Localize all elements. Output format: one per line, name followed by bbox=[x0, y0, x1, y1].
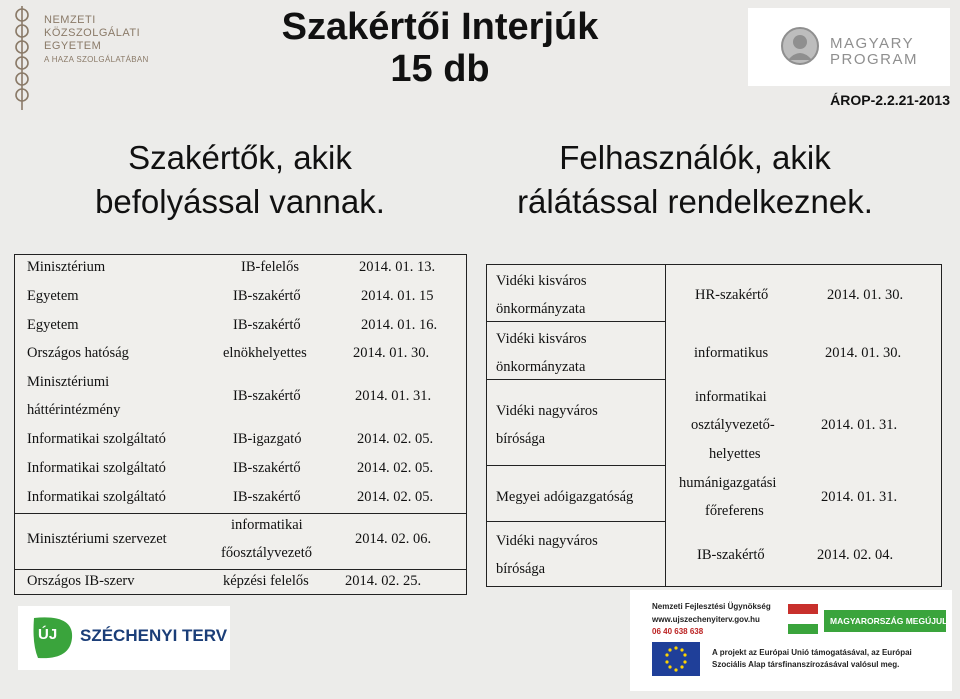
table-cell-org: Országos IB-szerv bbox=[27, 573, 135, 589]
table-cell-date: 2014. 01. 13. bbox=[359, 259, 436, 275]
table-cell-org: Informatikai szolgáltató bbox=[27, 489, 166, 505]
table-cell-org: önkormányzata bbox=[496, 359, 586, 375]
right-heading bbox=[480, 136, 910, 224]
table-cell-date: 2014. 02. 05. bbox=[357, 489, 434, 505]
table-cell-role: informatikus bbox=[694, 345, 769, 361]
hungarian-flag-icon bbox=[788, 604, 818, 634]
table-cell-org: háttérintézmény bbox=[27, 402, 121, 418]
table-cell-role: humánigazgatási bbox=[679, 475, 777, 491]
table-cell-date: 2014. 01. 16. bbox=[361, 317, 438, 333]
table-cell-date: 2014. 02. 04. bbox=[817, 547, 894, 563]
table-cell-org: Vidéki kisváros bbox=[496, 273, 587, 289]
left-heading bbox=[40, 136, 440, 224]
university-name-line: NEMZETI bbox=[44, 14, 96, 26]
table-cell-org: Informatikai szolgáltató bbox=[27, 460, 166, 476]
table-cell-role: informatikai bbox=[695, 389, 767, 405]
table-cell-role: IB-szakértő bbox=[697, 547, 765, 563]
table-divider bbox=[15, 513, 466, 514]
table-cell-role: elnökhelyettes bbox=[223, 345, 307, 361]
table-cell-role: IB-igazgató bbox=[233, 431, 302, 447]
table-cell-role: helyettes bbox=[709, 446, 761, 462]
heading-line: Felhasználók, akik bbox=[559, 139, 831, 176]
table-cell-org: Megyei adóigazgatóság bbox=[496, 489, 634, 505]
table-cell-org: Vidéki nagyváros bbox=[496, 533, 598, 549]
university-name-line: KÖZSZOLGÁLATI bbox=[44, 27, 141, 39]
table-cell-date: 2014. 01. 30. bbox=[827, 287, 904, 303]
table-cell-role: főosztályvezető bbox=[221, 545, 312, 561]
table-cell-org: Egyetem bbox=[27, 288, 79, 304]
table-cell-date: 2014. 02. 06. bbox=[355, 531, 432, 547]
nfu-phone: 06 40 638 638 bbox=[652, 627, 704, 636]
table-divider bbox=[15, 569, 466, 570]
experts-table bbox=[14, 254, 467, 595]
table-cell-role: IB-szakértő bbox=[233, 489, 301, 505]
table-divider bbox=[487, 321, 665, 322]
table-cell-role: IB-szakértő bbox=[233, 388, 301, 404]
table-cell-org: Országos hatóság bbox=[27, 345, 129, 361]
table-cell-org: Minisztérium bbox=[27, 259, 106, 275]
table-cell-role: HR-szakértő bbox=[695, 287, 769, 303]
table-cell-org: önkormányzata bbox=[496, 301, 586, 317]
table-cell-org: Minisztériumi szervezet bbox=[27, 531, 167, 547]
table-cell-role: IB-szakértő bbox=[233, 288, 301, 304]
table-cell-date: 2014. 01. 31. bbox=[821, 417, 898, 433]
project-code: ÁROP-2.2.21-2013 bbox=[830, 92, 950, 108]
university-name-line: EGYETEM bbox=[44, 40, 102, 52]
table-cell-date: 2014. 01. 15 bbox=[361, 288, 434, 304]
table-cell-role: IB-szakértő bbox=[233, 460, 301, 476]
table-cell-date: 2014. 01. 30. bbox=[353, 345, 430, 361]
university-seal-icon bbox=[8, 6, 36, 110]
eu-flag-icon bbox=[652, 642, 700, 676]
portrait-medallion-icon bbox=[780, 26, 820, 66]
title-line: 15 db bbox=[390, 48, 490, 90]
table-cell-org: Vidéki nagyváros bbox=[496, 403, 598, 419]
nfu-name: Nemzeti Fejlesztési Ügynökség bbox=[652, 602, 771, 611]
szechenyi-badge-text: ÚJ bbox=[38, 626, 58, 643]
table-cell-date: 2014. 02. 05. bbox=[357, 431, 434, 447]
szechenyi-terv-text: SZÉCHENYI TERV bbox=[80, 626, 228, 645]
table-cell-org: Informatikai szolgáltató bbox=[27, 431, 166, 447]
heading-line: befolyással vannak. bbox=[95, 183, 385, 220]
table-divider bbox=[487, 379, 665, 380]
users-table bbox=[486, 264, 942, 587]
table-cell-org: Vidéki kisváros bbox=[496, 331, 587, 347]
megujul-text: MAGYARORSZÁG MEGÚJUL bbox=[830, 616, 948, 626]
program-name-line: MAGYARY bbox=[830, 35, 915, 52]
table-divider bbox=[487, 465, 665, 466]
table-cell-role: IB-felelős bbox=[241, 259, 299, 275]
eu-text-line: Szociális Alap társfinanszírozásával valósul meg. bbox=[712, 660, 900, 669]
heading-line: Szakértők, akik bbox=[128, 139, 352, 176]
table-cell-org: Minisztériumi bbox=[27, 374, 110, 390]
table-cell-org: bírósága bbox=[496, 561, 546, 577]
table-cell-role: képzési felelős bbox=[223, 573, 309, 589]
table-cell-role: IB-szakértő bbox=[233, 317, 301, 333]
university-motto: A HAZA SZOLGÁLATÁBAN bbox=[44, 55, 149, 64]
university-logo bbox=[44, 14, 154, 66]
table-cell-date: 2014. 01. 31. bbox=[355, 388, 432, 404]
table-cell-date: 2014. 01. 31. bbox=[821, 489, 898, 505]
megujul-banner bbox=[824, 610, 946, 632]
title-line: Szakértői Interjúk bbox=[281, 6, 599, 48]
table-cell-org: bírósága bbox=[496, 431, 546, 447]
table-cell-date: 2014. 01. 30. bbox=[825, 345, 902, 361]
table-cell-role: osztályvezető- bbox=[691, 417, 775, 433]
table-divider bbox=[487, 521, 665, 522]
program-name-line: PROGRAM bbox=[830, 51, 919, 68]
eu-text-line: A projekt az Európai Unió támogatásával, az Európai bbox=[712, 648, 912, 657]
table-cell-role: főreferens bbox=[705, 503, 764, 519]
table-cell-role: informatikai bbox=[231, 517, 303, 533]
table-cell-date: 2014. 02. 25. bbox=[345, 573, 422, 589]
table-cell-org: Egyetem bbox=[27, 317, 79, 333]
page-title bbox=[230, 6, 650, 90]
nfu-web: www.ujszechenyiterv.gov.hu bbox=[652, 615, 760, 624]
table-column-divider bbox=[665, 265, 666, 586]
heading-line: rálátással rendelkeznek. bbox=[517, 183, 873, 220]
magyary-program-text bbox=[830, 36, 918, 68]
table-cell-date: 2014. 02. 05. bbox=[357, 460, 434, 476]
nfu-eu-logo-panel bbox=[630, 590, 952, 691]
